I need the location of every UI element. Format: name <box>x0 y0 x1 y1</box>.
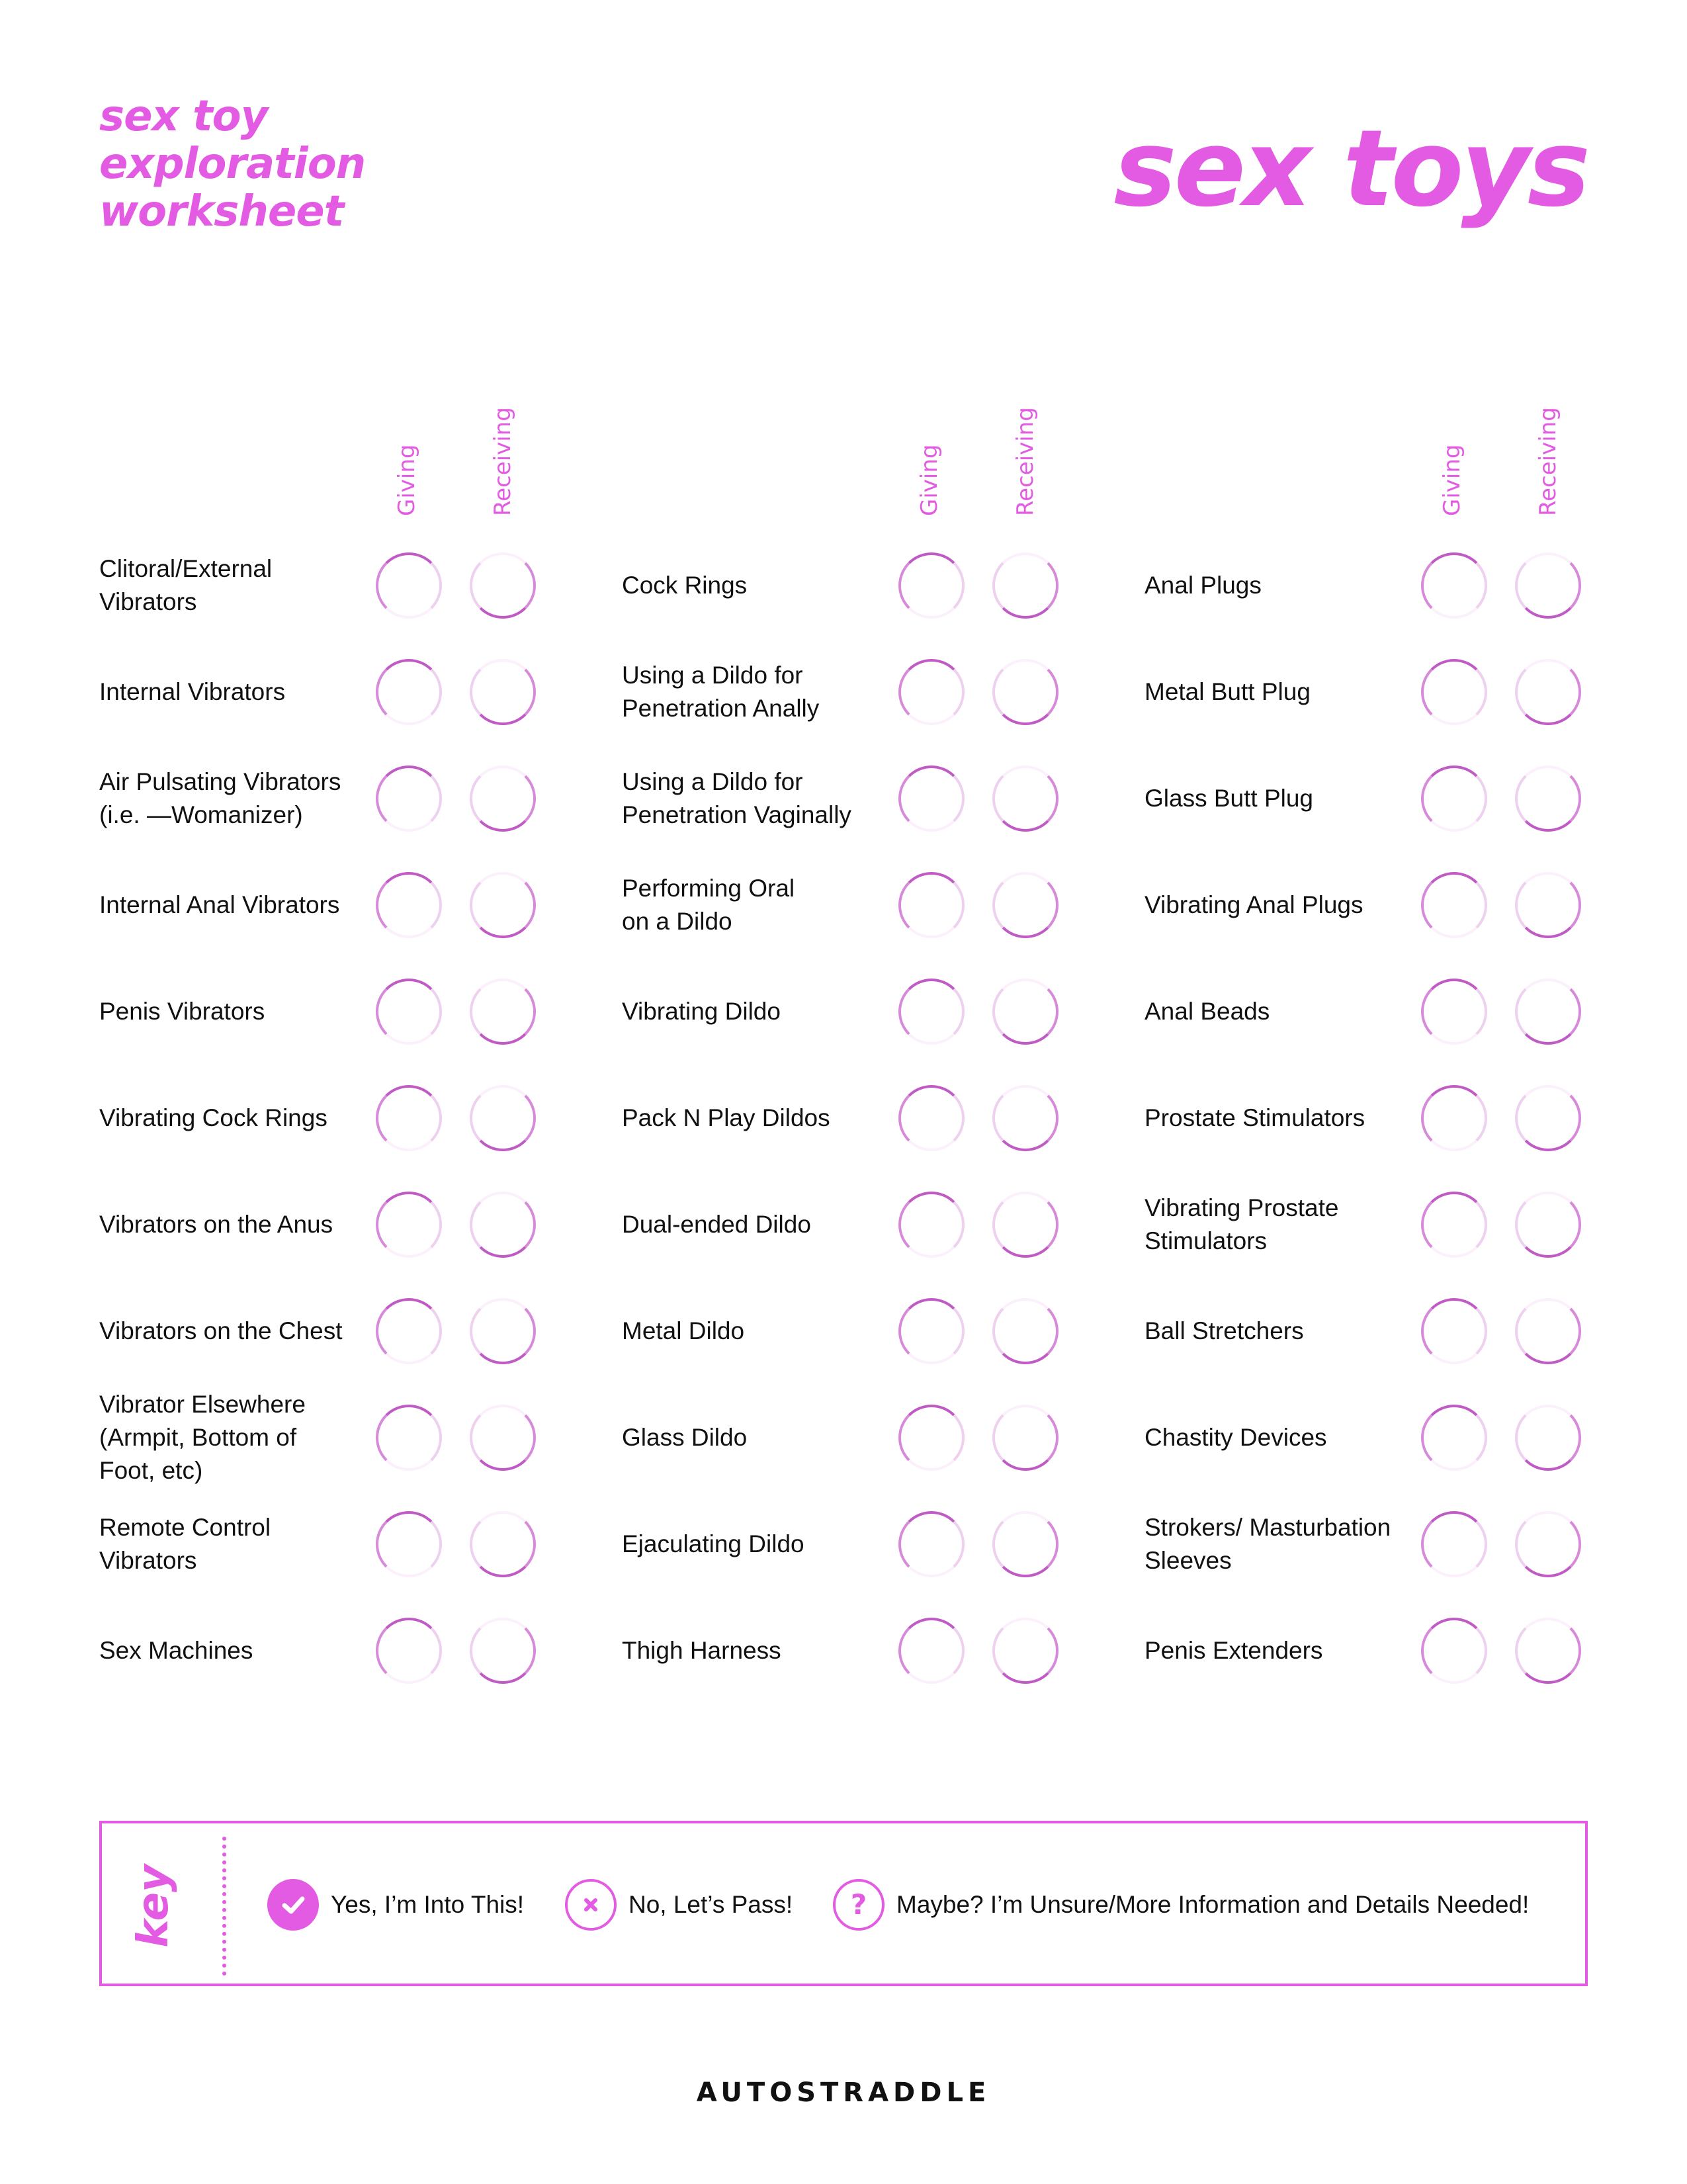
receiving-checkbox[interactable] <box>992 1618 1059 1684</box>
giving-checkbox[interactable] <box>1421 1192 1487 1258</box>
receiving-header: Receiving <box>490 407 516 516</box>
toy-row <box>622 639 1085 745</box>
toy-label: Ejaculating Dildo <box>622 1530 804 1557</box>
toy-row <box>1145 852 1608 958</box>
receiving-checkbox[interactable] <box>470 979 536 1045</box>
receiving-checkbox[interactable] <box>992 552 1059 619</box>
toy-row <box>622 1598 1085 1704</box>
toy-column-2 <box>622 384 1085 1694</box>
receiving-checkbox[interactable] <box>992 765 1059 832</box>
key-no-text: No, Let’s Pass! <box>628 1891 793 1918</box>
toy-row <box>1145 1172 1608 1278</box>
receiving-checkbox[interactable] <box>1515 1192 1581 1258</box>
giving-checkbox[interactable] <box>1421 552 1487 619</box>
toy-label: Prostate Stimulators <box>1145 1104 1365 1131</box>
toy-label: Vibrating Dildo <box>622 998 781 1025</box>
giving-checkbox[interactable] <box>898 1192 965 1258</box>
giving-checkbox[interactable] <box>1421 872 1487 938</box>
toy-row <box>99 1491 562 1597</box>
toy-column-3 <box>1145 384 1608 1694</box>
giving-header: Giving <box>394 444 420 516</box>
giving-checkbox[interactable] <box>898 1511 965 1577</box>
toy-label: Thigh Harness <box>622 1637 781 1664</box>
toy-label: Pack N Play Dildos <box>622 1104 830 1131</box>
receiving-checkbox[interactable] <box>1515 1298 1581 1364</box>
toy-label: Clitoral/External Vibrators <box>99 555 273 615</box>
receiving-checkbox[interactable] <box>1515 979 1581 1045</box>
toy-label: Vibrators on the Anus <box>99 1211 333 1238</box>
toy-label: Penis Extenders <box>1145 1637 1323 1664</box>
receiving-checkbox[interactable] <box>992 1085 1059 1151</box>
receiving-checkbox[interactable] <box>1515 1511 1581 1577</box>
key-maybe-text: Maybe? I’m Unsure/More Information and Details Needed! <box>896 1891 1530 1918</box>
worksheet-subtitle <box>99 93 430 236</box>
receiving-checkbox[interactable] <box>470 1618 536 1684</box>
receiving-checkbox[interactable] <box>470 1511 536 1577</box>
giving-checkbox[interactable] <box>898 765 965 832</box>
toy-label: Vibrating Cock Rings <box>99 1104 327 1131</box>
receiving-checkbox[interactable] <box>470 1192 536 1258</box>
toy-row <box>99 959 562 1065</box>
receiving-checkbox[interactable] <box>992 872 1059 938</box>
receiving-checkbox[interactable] <box>470 765 536 832</box>
giving-checkbox[interactable] <box>376 1298 442 1364</box>
toy-row <box>99 746 562 852</box>
toy-row <box>1145 639 1608 745</box>
toy-label: Vibrators on the Chest <box>99 1317 343 1344</box>
giving-checkbox[interactable] <box>376 979 442 1045</box>
receiving-checkbox[interactable] <box>1515 872 1581 938</box>
receiving-checkbox[interactable] <box>470 552 536 619</box>
giving-checkbox[interactable] <box>376 1618 442 1684</box>
giving-checkbox[interactable] <box>376 1511 442 1577</box>
toy-label: Vibrating Prostate Stimulators <box>1145 1194 1339 1254</box>
giving-checkbox[interactable] <box>1421 1511 1487 1577</box>
toy-row <box>622 1385 1085 1491</box>
key-label: key <box>129 1864 178 1948</box>
toy-column-1 <box>99 384 562 1694</box>
check-icon <box>267 1879 319 1931</box>
toy-label: Glass Butt Plug <box>1145 785 1314 812</box>
giving-checkbox[interactable] <box>376 1405 442 1471</box>
giving-checkbox[interactable] <box>1421 765 1487 832</box>
giving-checkbox[interactable] <box>1421 1298 1487 1364</box>
subtitle-line: exploration <box>99 140 366 189</box>
toy-label: Using a Dildo for Penetration Vaginally <box>622 768 851 828</box>
toy-row <box>622 852 1085 958</box>
key-yes-text: Yes, I’m Into This! <box>331 1891 525 1918</box>
giving-checkbox[interactable] <box>376 1085 442 1151</box>
receiving-checkbox[interactable] <box>1515 1085 1581 1151</box>
toy-label: Internal Anal Vibrators <box>99 891 340 918</box>
toy-label: Vibrator Elsewhere (Armpit, Bottom of Foot, etc) <box>99 1391 306 1484</box>
giving-checkbox[interactable] <box>376 659 442 725</box>
toy-row <box>1145 1065 1608 1171</box>
autostraddle-logo: AUTOSTRADDLE <box>696 2077 991 2108</box>
toy-row <box>99 1172 562 1278</box>
giving-checkbox[interactable] <box>1421 1085 1487 1151</box>
toy-label: Dual-ended Dildo <box>622 1211 811 1238</box>
receiving-checkbox[interactable] <box>1515 552 1581 619</box>
page-title: sex toys <box>1113 107 1588 230</box>
toy-row <box>1145 1278 1608 1384</box>
toy-label: Chastity Devices <box>1145 1424 1327 1451</box>
receiving-checkbox[interactable] <box>992 1405 1059 1471</box>
receiving-checkbox[interactable] <box>470 1405 536 1471</box>
receiving-header: Receiving <box>1012 407 1039 516</box>
toy-row <box>99 1598 562 1704</box>
giving-checkbox[interactable] <box>1421 1405 1487 1471</box>
toy-row <box>1145 746 1608 852</box>
toy-row <box>99 852 562 958</box>
toy-row <box>99 533 562 638</box>
toy-row <box>1145 1491 1608 1597</box>
question-icon: ? <box>833 1879 885 1931</box>
toy-row <box>99 1278 562 1384</box>
toy-row <box>99 1065 562 1171</box>
giving-checkbox[interactable] <box>898 979 965 1045</box>
key-item-maybe <box>833 1823 1529 1986</box>
toy-row <box>622 1172 1085 1278</box>
toy-row <box>1145 1598 1608 1704</box>
key-divider <box>222 1837 226 1976</box>
receiving-checkbox[interactable] <box>1515 1618 1581 1684</box>
key-legend <box>99 1821 1588 1986</box>
giving-checkbox[interactable] <box>898 1085 965 1151</box>
toy-row <box>1145 533 1608 638</box>
receiving-checkbox[interactable] <box>1515 659 1581 725</box>
receiving-checkbox[interactable] <box>1515 765 1581 832</box>
receiving-checkbox[interactable] <box>470 1298 536 1364</box>
toy-label: Glass Dildo <box>622 1424 748 1451</box>
key-item-yes <box>267 1823 524 1986</box>
toy-label: Using a Dildo for Penetration Anally <box>622 662 820 722</box>
toy-row <box>99 639 562 745</box>
toy-row <box>622 959 1085 1065</box>
toy-label: Ball Stretchers <box>1145 1317 1304 1344</box>
toy-label: Strokers/ Masturbation Sleeves <box>1145 1514 1391 1574</box>
toy-label: Penis Vibrators <box>99 998 265 1025</box>
subtitle-line: sex toy <box>99 92 268 141</box>
giving-header: Giving <box>916 444 943 516</box>
giving-checkbox[interactable] <box>376 552 442 619</box>
toy-label: Internal Vibrators <box>99 678 286 705</box>
toy-row <box>622 1278 1085 1384</box>
receiving-checkbox[interactable] <box>992 1298 1059 1364</box>
giving-checkbox[interactable] <box>898 1298 965 1364</box>
giving-checkbox[interactable] <box>1421 659 1487 725</box>
giving-checkbox[interactable] <box>376 872 442 938</box>
receiving-header: Receiving <box>1535 407 1561 516</box>
subtitle-line: worksheet <box>99 187 344 236</box>
receiving-checkbox[interactable] <box>992 659 1059 725</box>
toy-row <box>622 1491 1085 1597</box>
giving-checkbox[interactable] <box>898 1618 965 1684</box>
toy-label: Vibrating Anal Plugs <box>1145 891 1363 918</box>
receiving-checkbox[interactable] <box>470 1085 536 1151</box>
toy-row <box>99 1385 562 1491</box>
receiving-checkbox[interactable] <box>470 659 536 725</box>
x-icon <box>565 1879 617 1931</box>
toy-row <box>1145 959 1608 1065</box>
receiving-checkbox[interactable] <box>992 979 1059 1045</box>
toy-label: Performing Oral on a Dildo <box>622 875 795 935</box>
toy-row <box>622 746 1085 852</box>
receiving-checkbox[interactable] <box>1515 1405 1581 1471</box>
toy-row <box>622 533 1085 638</box>
giving-checkbox[interactable] <box>376 765 442 832</box>
key-item-no <box>565 1823 793 1986</box>
toy-label: Sex Machines <box>99 1637 253 1664</box>
giving-checkbox[interactable] <box>1421 1618 1487 1684</box>
toy-label: Cock Rings <box>622 572 748 599</box>
receiving-checkbox[interactable] <box>992 1511 1059 1577</box>
giving-checkbox[interactable] <box>376 1192 442 1258</box>
receiving-checkbox[interactable] <box>992 1192 1059 1258</box>
toy-label: Metal Dildo <box>622 1317 745 1344</box>
giving-checkbox[interactable] <box>898 659 965 725</box>
toy-label: Air Pulsating Vibrators (i.e. —Womanizer) <box>99 768 341 828</box>
toy-label: Anal Plugs <box>1145 572 1262 599</box>
toy-label: Remote Control Vibrators <box>99 1514 271 1574</box>
giving-checkbox[interactable] <box>898 872 965 938</box>
toy-row <box>622 1065 1085 1171</box>
giving-checkbox[interactable] <box>898 1405 965 1471</box>
giving-checkbox[interactable] <box>1421 979 1487 1045</box>
giving-checkbox[interactable] <box>898 552 965 619</box>
toy-row <box>1145 1385 1608 1491</box>
toy-label: Anal Beads <box>1145 998 1270 1025</box>
giving-header: Giving <box>1439 444 1465 516</box>
toy-label: Metal Butt Plug <box>1145 678 1311 705</box>
receiving-checkbox[interactable] <box>470 872 536 938</box>
